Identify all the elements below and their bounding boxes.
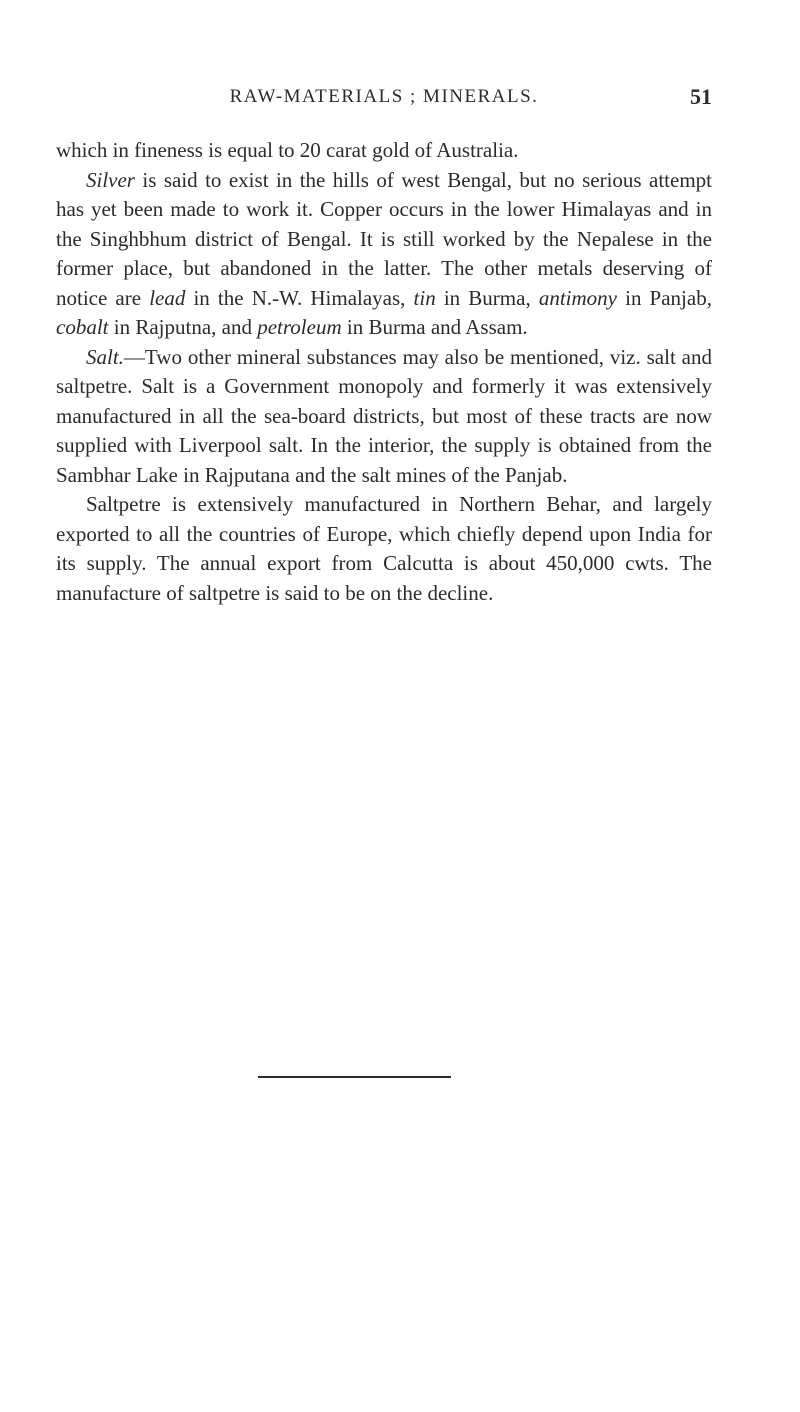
page-number: 51 xyxy=(690,84,712,109)
silver-text-5: in Rajputna, and xyxy=(108,315,258,339)
salt-text: —Two other mineral substances may also be mentioned, viz. salt and saltpetre. Salt is a Government monopoly and formerly it was extensively manufactured in all the sea-board districts, but most of these tracts are now supplied with Liverpool salt. In the interior, the supply is obtained from the Sambhar Lake in Rajputana and the salt mines of the Panjab. xyxy=(56,344,712,487)
term-tin: tin xyxy=(413,285,436,310)
paragraph-gold-continuation: which in fineness is equal to 20 carat gold of Australia. xyxy=(56,138,519,162)
silver-text-6: in Burma and Assam. xyxy=(341,315,528,339)
silver-text-3: in Burma, xyxy=(435,285,539,310)
term-antimony: antimony xyxy=(538,285,617,310)
term-cobalt: cobalt xyxy=(56,315,109,339)
silver-text-1: is said to exist in the hills of west Bengal, but no serious attempt has yet been made to work it. Copper occurs in the lower Himalayas and in the Singhbhum district of Bengal. It is still worked by the Nepalese in the former place, but abandoned in the latter. The other metals deserving of notice are xyxy=(56,167,712,310)
running-title: RAW-MATERIALS ; MINERALS. xyxy=(229,86,539,107)
paragraph-salt xyxy=(56,343,712,491)
term-silver: Silver xyxy=(86,167,135,192)
paragraph-saltpetre: Saltpetre is extensively manufactured in Northern Behar, and largely exported to all the countries of Europe, which chiefly depend upon India for its supply. The annual export from Calcutta is about 450,000 cwts. The manufacture of saltpetre is said to be on the decline. xyxy=(56,492,712,605)
silver-text-4: in Panjab, xyxy=(616,285,712,310)
term-salt: Salt. xyxy=(86,344,124,369)
term-petroleum: petroleum xyxy=(257,315,342,339)
running-head xyxy=(56,86,712,116)
term-lead: lead xyxy=(149,285,186,310)
end-rule xyxy=(258,1076,451,1078)
body-text xyxy=(56,136,712,608)
paragraph-silver xyxy=(56,166,712,343)
silver-text-2: in the N.-W. Himalayas, xyxy=(185,285,414,310)
